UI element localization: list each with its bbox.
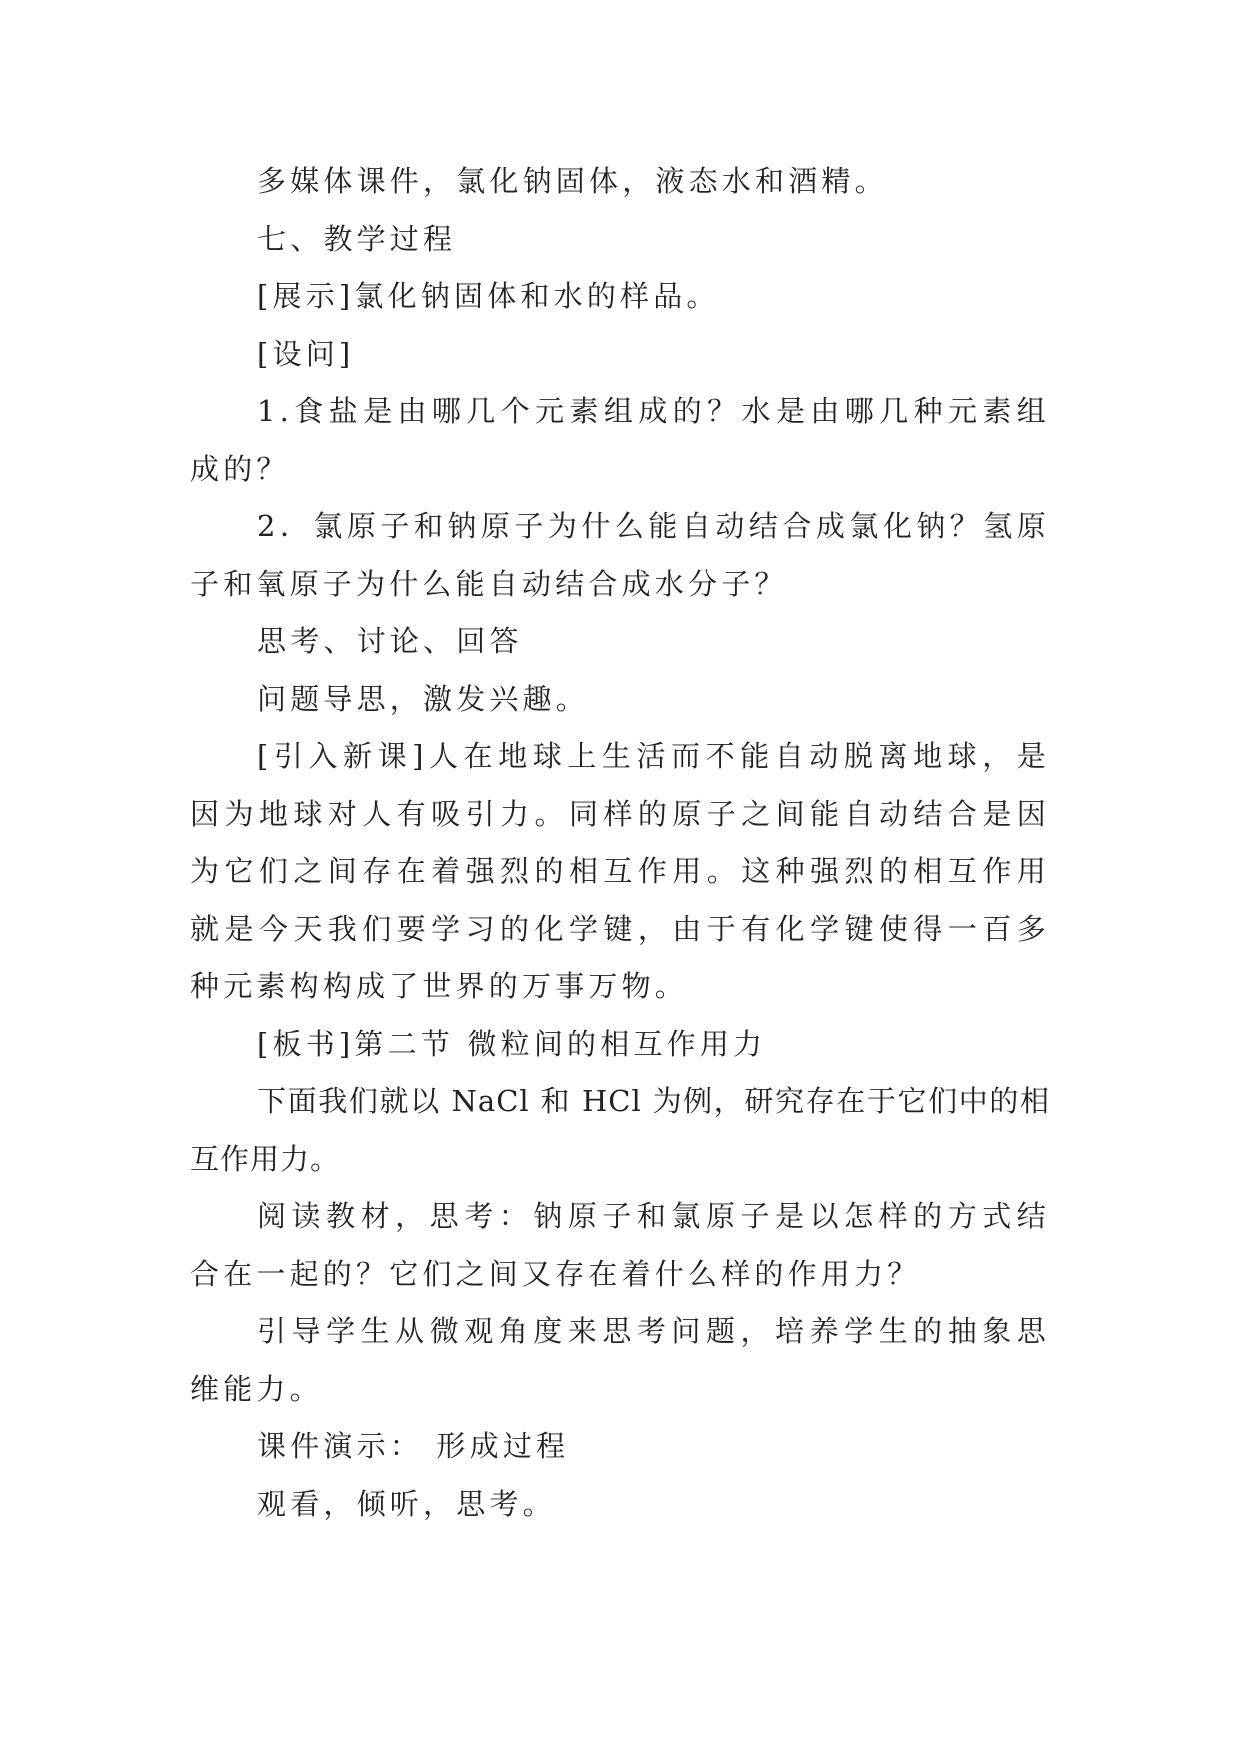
paragraph-new-lesson-intro: [引入新课]人在地球上生活而不能自动脱离地球，是因为地球对人有吸引力。同样的原子之间能自动结合是因为它们之间存在着强烈的相互作用。这种强烈的相互作用就是今天我们要学习的化学键，由于有化学键使得一百多种元素构构成了世界的万事万物。 — [190, 739, 1050, 1003]
paragraph-read-textbook: 阅读教材，思考：钠原子和氯原子是以怎样的方式结合在一起的？它们之间又存在着什么样的作用力？ — [190, 1199, 1050, 1291]
document-body — [190, 153, 1050, 1533]
section-heading-teaching-process: 七、教学过程 — [257, 221, 457, 256]
paragraph-question-label: [设问] — [257, 336, 355, 371]
paragraph-inspire-interest: 问题导思，激发兴趣。 — [257, 681, 590, 716]
paragraph-courseware-demo: 课件演示： 形成过程 — [257, 1429, 570, 1463]
paragraph-think-discuss: 思考、讨论、回答 — [257, 624, 523, 658]
paragraph-board-heading: [板书]第二节 微粒间的相互作用力 — [257, 1026, 767, 1061]
paragraph-watch-listen-think: 观看，倾听，思考。 — [257, 1486, 556, 1521]
paragraph-materials: 多媒体课件，氯化钠固体，液态水和酒精。 — [257, 164, 888, 198]
paragraph-nacl-hcl-example: 下面我们就以 NaCl 和 HCl 为例，研究存在于它们中的相互作用力。 — [190, 1084, 1050, 1176]
paragraph-question-2: 2．氯原子和钠原子为什么能自动结合成氯化钠？氢原子和氧原子为什么能自动结合成水分子？ — [190, 509, 1050, 601]
paragraph-guide-students: 引导学生从微观角度来思考问题，培养学生的抽象思维能力。 — [190, 1314, 1050, 1406]
paragraph-show-samples: [展示]氯化钠固体和水的样品。 — [257, 279, 720, 313]
paragraph-question-1: 1.食盐是由哪几个元素组成的？水是由哪几种元素组成的？ — [190, 394, 1050, 486]
